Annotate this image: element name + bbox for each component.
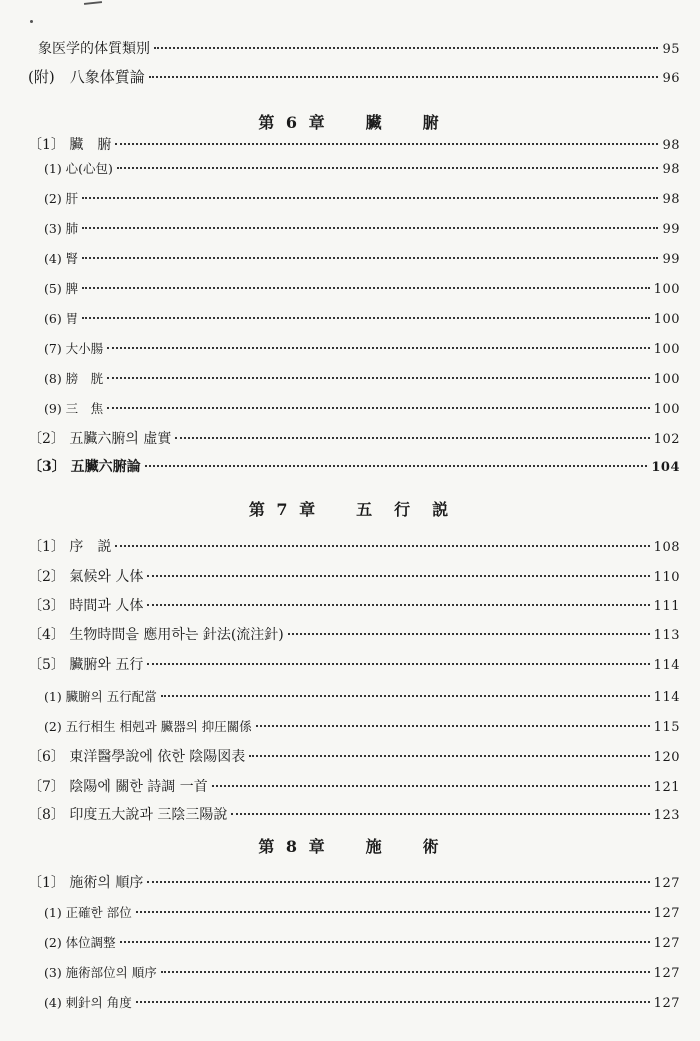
toc-entry (44, 220, 680, 239)
entry-page: 110 (653, 570, 680, 585)
dot-leader (161, 971, 650, 973)
entry-title: 〔2〕 五臟六腑의 虛實 (28, 431, 172, 447)
dot-leader (117, 167, 659, 169)
entry-page: 127 (653, 936, 680, 951)
toc-entry (44, 964, 680, 983)
entry-page: 98 (662, 162, 680, 177)
entry-page: 127 (653, 876, 680, 891)
scan-mark (84, 1, 102, 5)
toc-entry (28, 538, 680, 557)
entry-title: 〔3〕 五臟六腑論 (28, 459, 141, 475)
entry-title: (附) 八象体質論 (28, 68, 145, 86)
dot-leader (107, 377, 649, 379)
entry-page: 120 (653, 750, 680, 765)
toc-entry (44, 160, 680, 179)
dot-leader (256, 725, 650, 727)
entry-page: 115 (653, 720, 680, 735)
entry-page: 95 (662, 42, 680, 57)
toc-entry (28, 458, 680, 477)
chapter-heading: 第 6 章 臟 腑 (258, 113, 442, 132)
entry-title: (6) 胃 (44, 311, 79, 326)
entry-page: 99 (662, 222, 680, 237)
entry-page: 127 (653, 906, 680, 921)
toc-entry (28, 748, 680, 767)
entry-title: 〔4〕 生物時間을 應用하는 針法(流注針) (28, 627, 284, 643)
dot-leader (82, 257, 658, 259)
dot-leader (120, 941, 650, 943)
dot-leader (161, 695, 650, 697)
dot-leader (107, 347, 649, 349)
entry-title: (8) 膀 胱 (44, 371, 104, 386)
toc-entry (44, 904, 680, 923)
entry-title: 〔3〕 時間과 人体 (28, 598, 144, 614)
entry-page: 114 (653, 658, 680, 673)
toc-entry (44, 370, 680, 389)
dot-leader (136, 1001, 650, 1003)
dot-leader (147, 663, 649, 665)
entry-title: (2) 肝 (44, 191, 79, 206)
entry-title: 〔1〕 序 説 (28, 539, 112, 555)
entry-page: 123 (653, 808, 680, 823)
entry-page: 100 (653, 372, 680, 387)
toc-entry (28, 568, 680, 587)
toc-entry (44, 190, 680, 209)
entry-title: 〔7〕 陰陽에 關한 詩調 一首 (28, 779, 208, 795)
entry-page: 99 (662, 252, 680, 267)
entry-page: 100 (653, 342, 680, 357)
dot-leader (147, 604, 649, 606)
dot-leader (149, 76, 659, 78)
dot-leader (249, 755, 649, 757)
dot-leader (82, 317, 649, 319)
dot-leader (82, 227, 658, 229)
dot-leader (231, 813, 649, 815)
entry-title: (2) 五行相生 相剋과 臟器의 抑圧關係 (44, 719, 252, 734)
entry-title: (1) 正確한 部位 (44, 905, 132, 920)
entry-page: 100 (653, 282, 680, 297)
dot-leader (136, 911, 650, 913)
dot-leader (147, 881, 649, 883)
entry-page: 98 (662, 138, 680, 153)
dot-leader (82, 287, 649, 289)
entry-page: 108 (653, 540, 680, 555)
dot-leader (145, 465, 648, 467)
entry-title: (9) 三 焦 (44, 401, 104, 416)
toc-entry (28, 656, 680, 675)
dot-leader (82, 197, 658, 199)
entry-page: 102 (653, 432, 680, 447)
toc-entry (28, 778, 680, 797)
dot-leader (175, 437, 649, 439)
entry-title: 〔1〕 施術의 順序 (28, 875, 144, 891)
entry-title: (3) 施術部位의 順序 (44, 965, 157, 980)
entry-page: 98 (662, 192, 680, 207)
toc-entry (44, 340, 680, 359)
entry-title: 〔8〕 印度五大說과 三陰三陽說 (28, 807, 228, 823)
toc-entry (28, 430, 680, 449)
entry-page: 100 (653, 402, 680, 417)
toc-entry (44, 400, 680, 419)
toc-entry (28, 68, 680, 88)
entry-page: 96 (662, 71, 680, 86)
toc-entry (38, 40, 680, 59)
entry-title: 〔2〕 氣候와 人体 (28, 569, 144, 585)
entry-title: (1) 心(心包) (44, 161, 113, 176)
entry-title: 〔6〕 東洋醫學說에 依한 陰陽図表 (28, 749, 246, 765)
toc-entry (44, 280, 680, 299)
entry-title: (1) 臟腑의 五行配當 (44, 689, 157, 704)
chapter-heading: 第 8 章 施 術 (258, 837, 442, 856)
entry-title: (4) 刺針의 角度 (44, 995, 132, 1010)
entry-page: 127 (653, 996, 680, 1011)
entry-title: (3) 肺 (44, 221, 79, 236)
dot-leader (115, 143, 658, 145)
dot-leader (288, 633, 650, 635)
entry-page: 104 (651, 460, 680, 475)
entry-title: 象医学的体質類別 (38, 41, 150, 57)
entry-title: (2) 体位調整 (44, 935, 116, 950)
toc-entry (44, 718, 680, 737)
entry-page: 113 (653, 628, 680, 643)
toc-entry (44, 250, 680, 269)
dot-leader (107, 407, 649, 409)
toc-entry (44, 934, 680, 953)
dot-leader (212, 785, 650, 787)
dot-leader (154, 47, 658, 49)
chapter-heading: 第 7 章 五 行 説 (248, 500, 452, 519)
entry-page: 127 (653, 966, 680, 981)
entry-page: 121 (653, 780, 680, 795)
scan-dot (30, 20, 33, 23)
toc-entry (28, 874, 680, 893)
entry-page: 111 (653, 599, 680, 614)
entry-title: 〔5〕 臟腑와 五行 (28, 657, 144, 673)
toc-entry (28, 136, 680, 155)
entry-title: (4) 腎 (44, 251, 79, 266)
entry-title: (5) 脾 (44, 281, 79, 296)
toc-entry (44, 994, 680, 1013)
toc-entry (28, 626, 680, 645)
entry-page: 100 (653, 312, 680, 327)
dot-leader (147, 575, 649, 577)
entry-title: 〔1〕 臟 腑 (28, 137, 112, 153)
toc-entry (28, 597, 680, 616)
toc-entry (44, 310, 680, 329)
toc-entry (44, 688, 680, 707)
dot-leader (115, 545, 649, 547)
entry-title: (7) 大小腸 (44, 341, 104, 356)
toc-entry (28, 806, 680, 825)
entry-page: 114 (653, 690, 680, 705)
